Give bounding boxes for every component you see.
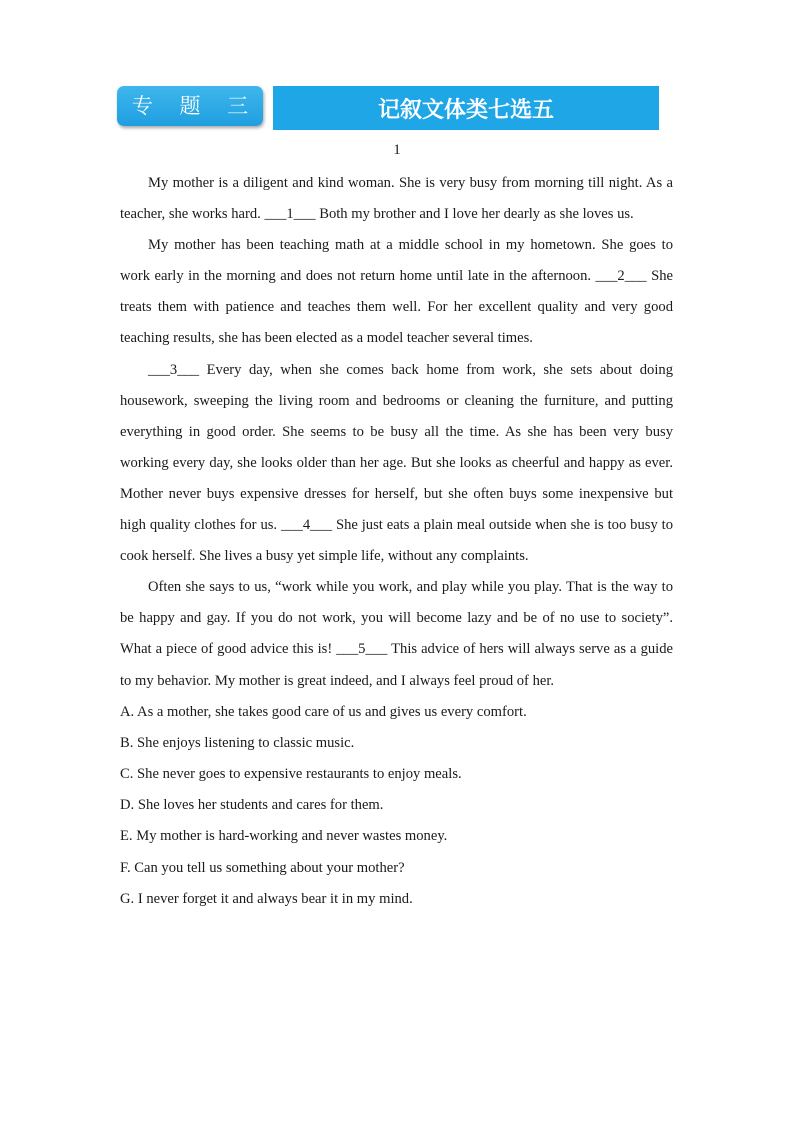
page-title: 记叙文体类七选五 bbox=[377, 98, 554, 123]
section-header bbox=[117, 86, 659, 130]
option-e: E. My mother is hard-working and never wastes money. bbox=[120, 828, 448, 845]
passage-content bbox=[120, 168, 673, 915]
option-d: D. She loves her students and cares for them. bbox=[120, 797, 384, 814]
option-c: C. She never goes to expensive restaurants to enjoy meals. bbox=[120, 766, 462, 782]
answer-options bbox=[120, 697, 673, 915]
title-bar bbox=[273, 86, 659, 130]
option-b: B. She enjoys listening to classic music. bbox=[120, 734, 355, 751]
passage-paragraph-3: ___3___ Every day, when she comes back home from work, she sets about doing housework, sweeping the living room and bedrooms or cleaning the furniture, and putting everything in good order. She seems to be busy all the time. As she has been very busy working every day, she looks older than her age. But she looks as cheerful and happy as ever. Mother never buys expensive dresses for herself, but she often buys some inexpensive but high quality clothes for us. ___4___ She just eats a plain meal outside when she is too busy to cook herself. She lives a busy yet simple life, without any complaints. bbox=[120, 361, 673, 565]
passage-paragraph-4: Often she says to us, “work while you work, and play while you play. That is the way to be happy and gay. If you do not work, you will become lazy and be of no use to society”. What a piece of good advice this is! ___5___ This advice of hers will always serve as a guide to my behavior. My mother is great indeed, and I always feel proud of her. bbox=[120, 579, 673, 689]
topic-badge bbox=[117, 86, 263, 126]
passage-paragraph-1: My mother is a diligent and kind woman. She is very busy from morning till night. As a teacher, she works hard. ___1___ Both my brother and I love her dearly as she loves us. bbox=[120, 175, 673, 223]
passage-number: 1 bbox=[393, 142, 401, 158]
option-g: G. I never forget it and always bear it in my mind. bbox=[120, 890, 413, 907]
topic-badge-label: 专 题 三 bbox=[131, 94, 259, 118]
passage-paragraph-2: My mother has been teaching math at a middle school in my hometown. She goes to work early in the morning and does not return home until late in the afternoon. ___2___ She treats them with patience and teaches them well. For her excellent quality and very good teaching results, she has been elected as a model teacher several times. bbox=[120, 237, 673, 347]
option-a: A. As a mother, she takes good care of us and gives us every comfort. bbox=[120, 703, 527, 720]
option-f: F. Can you tell us something about your mother? bbox=[120, 859, 405, 876]
